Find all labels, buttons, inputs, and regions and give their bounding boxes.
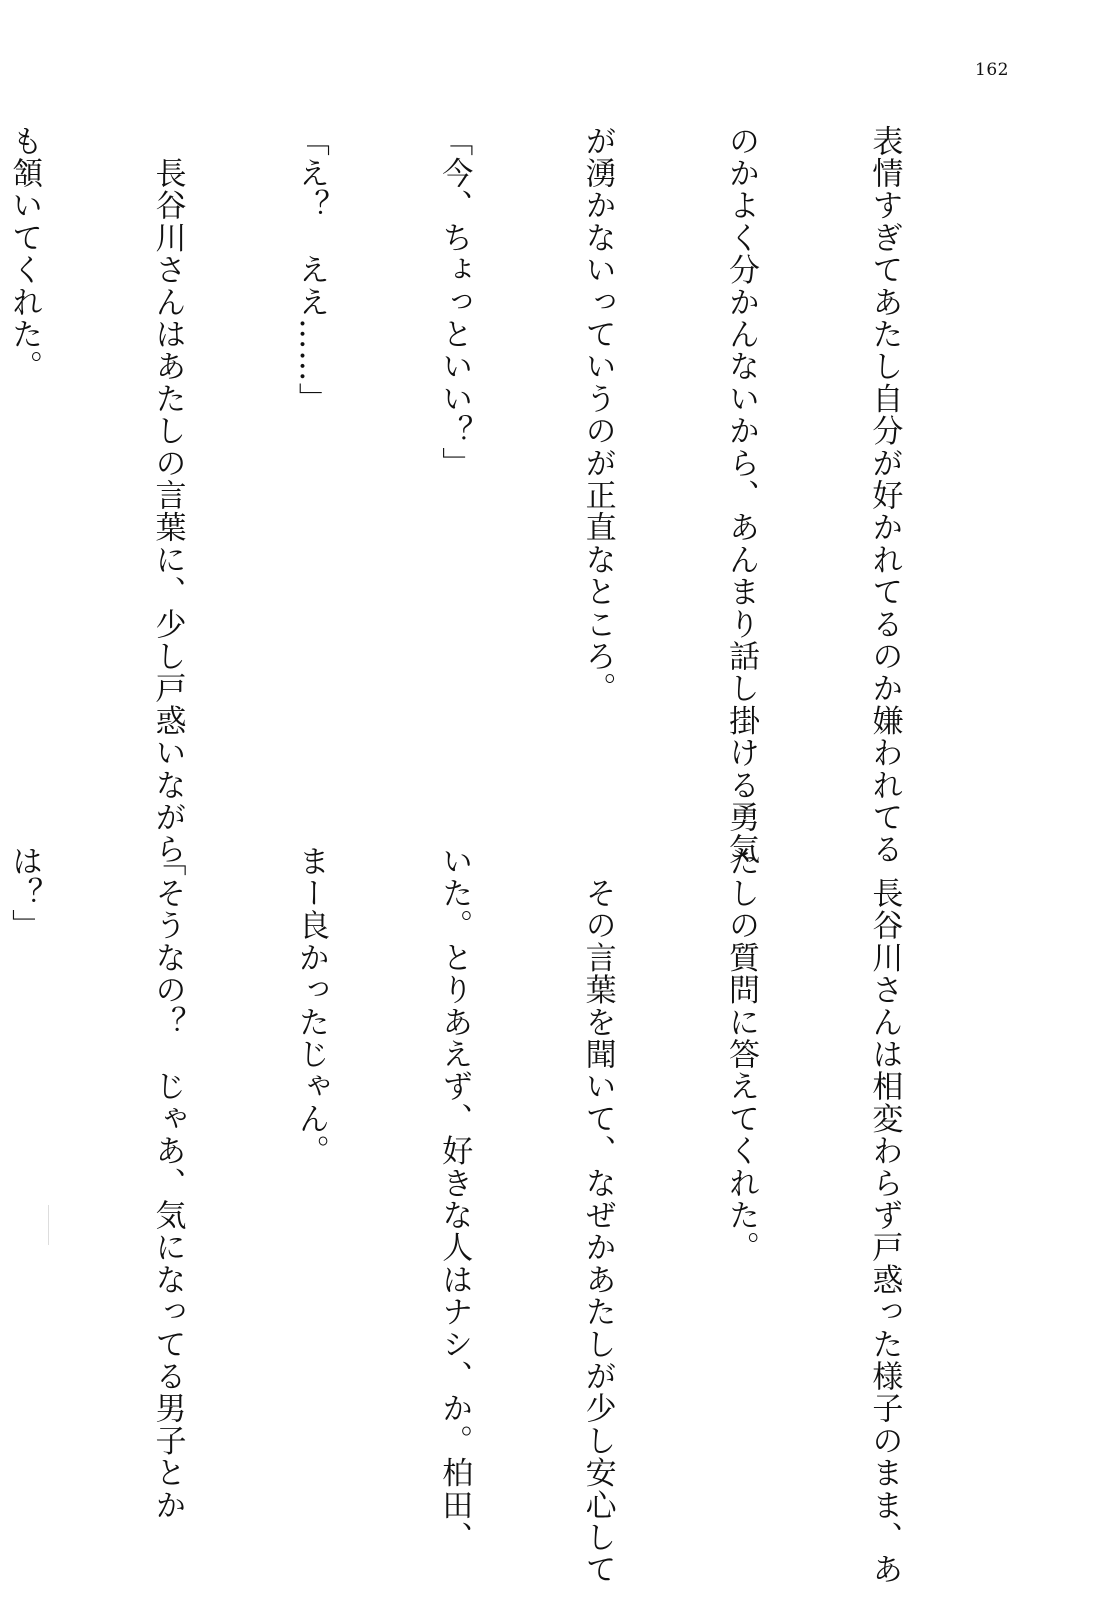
text-line: その言葉を聞いて、なぜかあたしが少し安心して	[579, 845, 616, 1586]
text-block-bottom	[6, 845, 1003, 1586]
text-line: も頷いてくれた。	[6, 125, 43, 383]
text-line: まー良かったじゃん。	[292, 845, 329, 1167]
text-line: 「え？ ええ……」	[292, 125, 329, 415]
text-line: のかよく分かんないから、あんまり話し掛ける勇気	[723, 125, 760, 866]
text-line: が湧かないっていうのが正直なところ。	[579, 125, 616, 705]
text-line: 「今、ちょっといい？」	[436, 125, 473, 480]
text-line: たしの質問に答えてくれた。	[723, 845, 760, 1264]
page-number: 162	[975, 60, 1009, 80]
text-line: は？」	[6, 845, 43, 942]
text-line: いた。とりあえず、好きな人はナシ、か。柏田、	[436, 845, 473, 1554]
page-gutter-mark	[48, 1205, 49, 1245]
text-block-top	[6, 125, 1003, 866]
text-line: 「そうなの？ じゃあ、気になってる男子とか	[149, 845, 186, 1522]
text-line: 表情すぎてあたし自分が好かれてるのか嫌われてる	[866, 125, 903, 866]
text-line: 長谷川さんはあたしの言葉に、少し戸惑いながら	[149, 125, 186, 866]
text-line: 長谷川さんは相変わらず戸惑った様子のまま、あ	[866, 845, 903, 1586]
